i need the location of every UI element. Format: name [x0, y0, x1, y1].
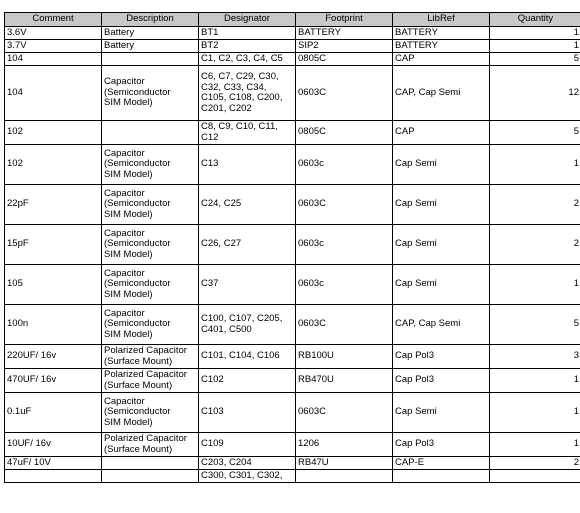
cell-libref: Cap Semi [393, 265, 490, 305]
cell-quantity: 1 [490, 265, 580, 305]
cell-comment: 220UF/ 16v [5, 345, 102, 369]
cell-footprint: 1206 [296, 433, 393, 457]
cell-footprint: 0805C [296, 53, 393, 66]
cell-quantity: 12 [490, 66, 580, 121]
cell-footprint: 0603c [296, 225, 393, 265]
table-row [5, 121, 580, 145]
cell-comment: 0.1uF [5, 393, 102, 433]
cell-libref: Cap Pol3 [393, 369, 490, 393]
cell-description: Capacitor (Semiconductor SIM Model) [102, 305, 199, 345]
cell-designator: C101, C104, C106 [199, 345, 296, 369]
cell-description [102, 121, 199, 145]
cell-description: Polarized Capacitor (Surface Mount) [102, 345, 199, 369]
cell-comment: 102 [5, 145, 102, 185]
cell-comment: 3.6V [5, 27, 102, 40]
cell-libref: BATTERY [393, 27, 490, 40]
cell-comment: 102 [5, 121, 102, 145]
cell-quantity: 1 [490, 40, 580, 53]
cell-quantity [490, 470, 580, 483]
cell-description: Battery [102, 27, 199, 40]
cell-libref: Cap Pol3 [393, 433, 490, 457]
cell-footprint: 0603C [296, 185, 393, 225]
cell-quantity: 1 [490, 393, 580, 433]
table-row [5, 66, 580, 121]
table-row [5, 185, 580, 225]
cell-libref: Cap Semi [393, 225, 490, 265]
cell-designator: C103 [199, 393, 296, 433]
cell-libref [393, 470, 490, 483]
table-row [5, 393, 580, 433]
cell-comment: 104 [5, 66, 102, 121]
cell-footprint: 0603c [296, 145, 393, 185]
cell-libref: CAP [393, 121, 490, 145]
cell-comment: 104 [5, 53, 102, 66]
cell-comment: 100n [5, 305, 102, 345]
cell-designator: C203, C204 [199, 457, 296, 470]
header-comment: Comment [5, 13, 102, 27]
cell-quantity: 3 [490, 345, 580, 369]
cell-quantity: 5 [490, 305, 580, 345]
table-row [5, 433, 580, 457]
cell-description: Polarized Capacitor (Surface Mount) [102, 369, 199, 393]
cell-description [102, 470, 199, 483]
table-row [5, 457, 580, 470]
cell-designator: C37 [199, 265, 296, 305]
cell-libref: Cap Semi [393, 393, 490, 433]
cell-comment: 47uF/ 10V [5, 457, 102, 470]
cell-libref: Cap Pol3 [393, 345, 490, 369]
cell-description: Capacitor (Semiconductor SIM Model) [102, 265, 199, 305]
cell-libref: CAP [393, 53, 490, 66]
cell-footprint: 0603C [296, 66, 393, 121]
cell-footprint: BATTERY [296, 27, 393, 40]
cell-comment: 22pF [5, 185, 102, 225]
cell-footprint: 0603C [296, 393, 393, 433]
cell-description: Capacitor (Semiconductor SIM Model) [102, 185, 199, 225]
cell-designator: C100, C107, C205, C401, C500 [199, 305, 296, 345]
cell-quantity: 2 [490, 457, 580, 470]
cell-libref: CAP-E [393, 457, 490, 470]
cell-designator: C8, C9, C10, C11, C12 [199, 121, 296, 145]
cell-quantity: 1 [490, 369, 580, 393]
cell-description: Polarized Capacitor (Surface Mount) [102, 433, 199, 457]
cell-designator: C102 [199, 369, 296, 393]
header-row [5, 13, 580, 27]
cell-libref: Cap Semi [393, 185, 490, 225]
cell-description: Capacitor (Semiconductor SIM Model) [102, 66, 199, 121]
cell-quantity: 1 [490, 433, 580, 457]
header-designator: Designator [199, 13, 296, 27]
cell-footprint: RB47U [296, 457, 393, 470]
cell-description [102, 457, 199, 470]
table-row [5, 53, 580, 66]
table-row [5, 369, 580, 393]
cell-designator: C26, C27 [199, 225, 296, 265]
table-row [5, 27, 580, 40]
cell-comment [5, 470, 102, 483]
cell-designator: BT1 [199, 27, 296, 40]
cell-footprint: 0805C [296, 121, 393, 145]
cell-designator: C300, C301, C302, [199, 470, 296, 483]
header-libref: LibRef [393, 13, 490, 27]
cell-designator: BT2 [199, 40, 296, 53]
cell-footprint: 0603C [296, 305, 393, 345]
cell-footprint: 0603c [296, 265, 393, 305]
cell-footprint: SIP2 [296, 40, 393, 53]
table-row [5, 40, 580, 53]
cell-description [102, 53, 199, 66]
cell-designator: C109 [199, 433, 296, 457]
cell-description: Capacitor (Semiconductor SIM Model) [102, 145, 199, 185]
table-row [5, 345, 580, 369]
cell-comment: 3.7V [5, 40, 102, 53]
table-row [5, 225, 580, 265]
cell-libref: CAP, Cap Semi [393, 305, 490, 345]
cell-libref: Cap Semi [393, 145, 490, 185]
cell-footprint: RB470U [296, 369, 393, 393]
cell-footprint [296, 470, 393, 483]
cell-quantity: 2 [490, 225, 580, 265]
cell-description: Capacitor (Semiconductor SIM Model) [102, 225, 199, 265]
cell-libref: CAP, Cap Semi [393, 66, 490, 121]
cell-comment: 15pF [5, 225, 102, 265]
table-row [5, 305, 580, 345]
table-row [5, 145, 580, 185]
cell-quantity: 1 [490, 27, 580, 40]
header-description: Description [102, 13, 199, 27]
cell-footprint: RB100U [296, 345, 393, 369]
cell-comment: 10UF/ 16v [5, 433, 102, 457]
cell-description: Capacitor (Semiconductor SIM Model) [102, 393, 199, 433]
header-footprint: Footprint [296, 13, 393, 27]
cell-designator: C6, C7, C29, C30, C32, C33, C34, C105, C108, C200, C201, C202 [199, 66, 296, 121]
table-row [5, 470, 580, 483]
cell-quantity: 1 [490, 145, 580, 185]
cell-description: Battery [102, 40, 199, 53]
header-quantity: Quantity [490, 13, 580, 27]
cell-quantity: 2 [490, 185, 580, 225]
cell-quantity: 5 [490, 53, 580, 66]
cell-libref: BATTERY [393, 40, 490, 53]
cell-designator: C24, C25 [199, 185, 296, 225]
table-row [5, 265, 580, 305]
cell-comment: 470UF/ 16v [5, 369, 102, 393]
cell-quantity: 5 [490, 121, 580, 145]
cell-designator: C1, C2, C3, C4, C5 [199, 53, 296, 66]
cell-comment: 105 [5, 265, 102, 305]
bom-table [4, 12, 580, 483]
cell-designator: C13 [199, 145, 296, 185]
